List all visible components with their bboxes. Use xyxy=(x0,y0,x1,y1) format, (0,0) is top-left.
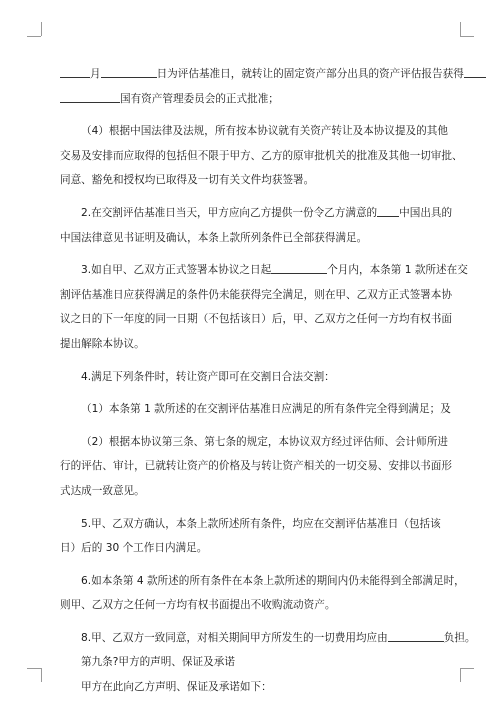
paragraph-line: 则甲、乙双方之任何一方均有权书面提出不收购流动资产。 xyxy=(60,599,336,612)
crop-mark-bottom-left xyxy=(27,668,41,669)
crop-mark-top-right xyxy=(460,22,461,36)
crop-mark-bottom-left xyxy=(41,668,42,682)
paragraph-line: 8.甲、乙双方一致同意，对相关期间甲方所发生的一切费用均应由 负担。 xyxy=(60,626,448,651)
blank-underline xyxy=(60,90,120,103)
blank-underline xyxy=(464,65,486,78)
paragraph-line: （1）本条第 1 款所述的在交割评估基准日应满足的所有条件完全得到满足；及 xyxy=(81,403,451,416)
paragraph-line: 提出解除本协议。 xyxy=(60,337,145,350)
paragraph-line: 月 日为评估基准日，就转让的固定资产部分出具的资产评估报告获得 xyxy=(60,62,448,87)
paragraph-line: 同意、豁免和授权均已取得及一切有关文件均获签署。 xyxy=(60,174,315,187)
paragraph-line: （2）根据本协议第三条、第七条的规定，本协议双方经过评估师、会计师所进 xyxy=(81,435,448,448)
paragraph-line: 式达成一致意见。 xyxy=(60,484,145,497)
blank-underline xyxy=(377,204,399,217)
paragraph-line: 6.如本条第 4 款所述的所有条件在本条上款所述的期间内仍未能得到全部满足时， xyxy=(81,574,465,587)
section-heading: 第九条?甲方的声明、保证及承诺 xyxy=(81,656,235,669)
paragraph-line: 甲方在此向乙方声明、保证及承诺如下： xyxy=(81,681,272,694)
crop-mark-top-left xyxy=(27,36,41,37)
crop-mark-bottom-right xyxy=(460,668,461,682)
paragraph-line: 国有资产管理委员会的正式批准； xyxy=(60,87,448,112)
paragraph-line: 中国法律意见书证明及确认，本条上款所列条件已全部获得满足。 xyxy=(60,231,368,244)
blank-underline xyxy=(271,261,327,274)
blank-underline xyxy=(101,65,157,78)
crop-mark-bottom-right xyxy=(460,668,474,669)
paragraph-line: 议之日的下一年度的同一日期（不包括该日）后，甲、乙双方之任何一方均有权书面 xyxy=(60,313,452,326)
paragraph-line: 4.满足下列条件时，转让资产即可在交割日合法交割： xyxy=(81,370,335,383)
paragraph-line: 3.如自甲、乙双方正式签署本协议之日起 个月内，本条第 1 款所述在交 xyxy=(60,258,448,283)
paragraph-line: 行的评估、审计，已就转让资产的价格及与转让资产相关的一切交易、安排以书面形 xyxy=(60,460,452,473)
crop-mark-top-left xyxy=(41,22,42,36)
paragraph-line: 5.甲、乙双方确认，本条上款所述所有条件，均应在交割评估基准日（包括该 xyxy=(81,517,441,530)
crop-mark-top-right xyxy=(460,36,474,37)
blank-underline xyxy=(60,65,90,78)
paragraph-line: 交易及安排而应取得的包括但不限于甲方、乙方的原审批机关的批准及其他一切审批、 xyxy=(60,149,463,162)
blank-underline xyxy=(388,629,444,642)
paragraph-line: 日）后的 30 个工作日内满足。 xyxy=(60,542,208,555)
paragraph-line: 2.在交割评估基准日当天，甲方应向乙方提供一份令乙方满意的 中国出具的 xyxy=(60,201,448,226)
paragraph-line: 割评估基准日应获得满足的条件仍未能获得完全满足，则在甲、乙双方正式签署本协 xyxy=(60,288,452,301)
document-body xyxy=(60,62,476,700)
paragraph-line: （4）根据中国法律及法规，所有按本协议就有关资产转让及本协议提及的其他 xyxy=(81,125,448,138)
